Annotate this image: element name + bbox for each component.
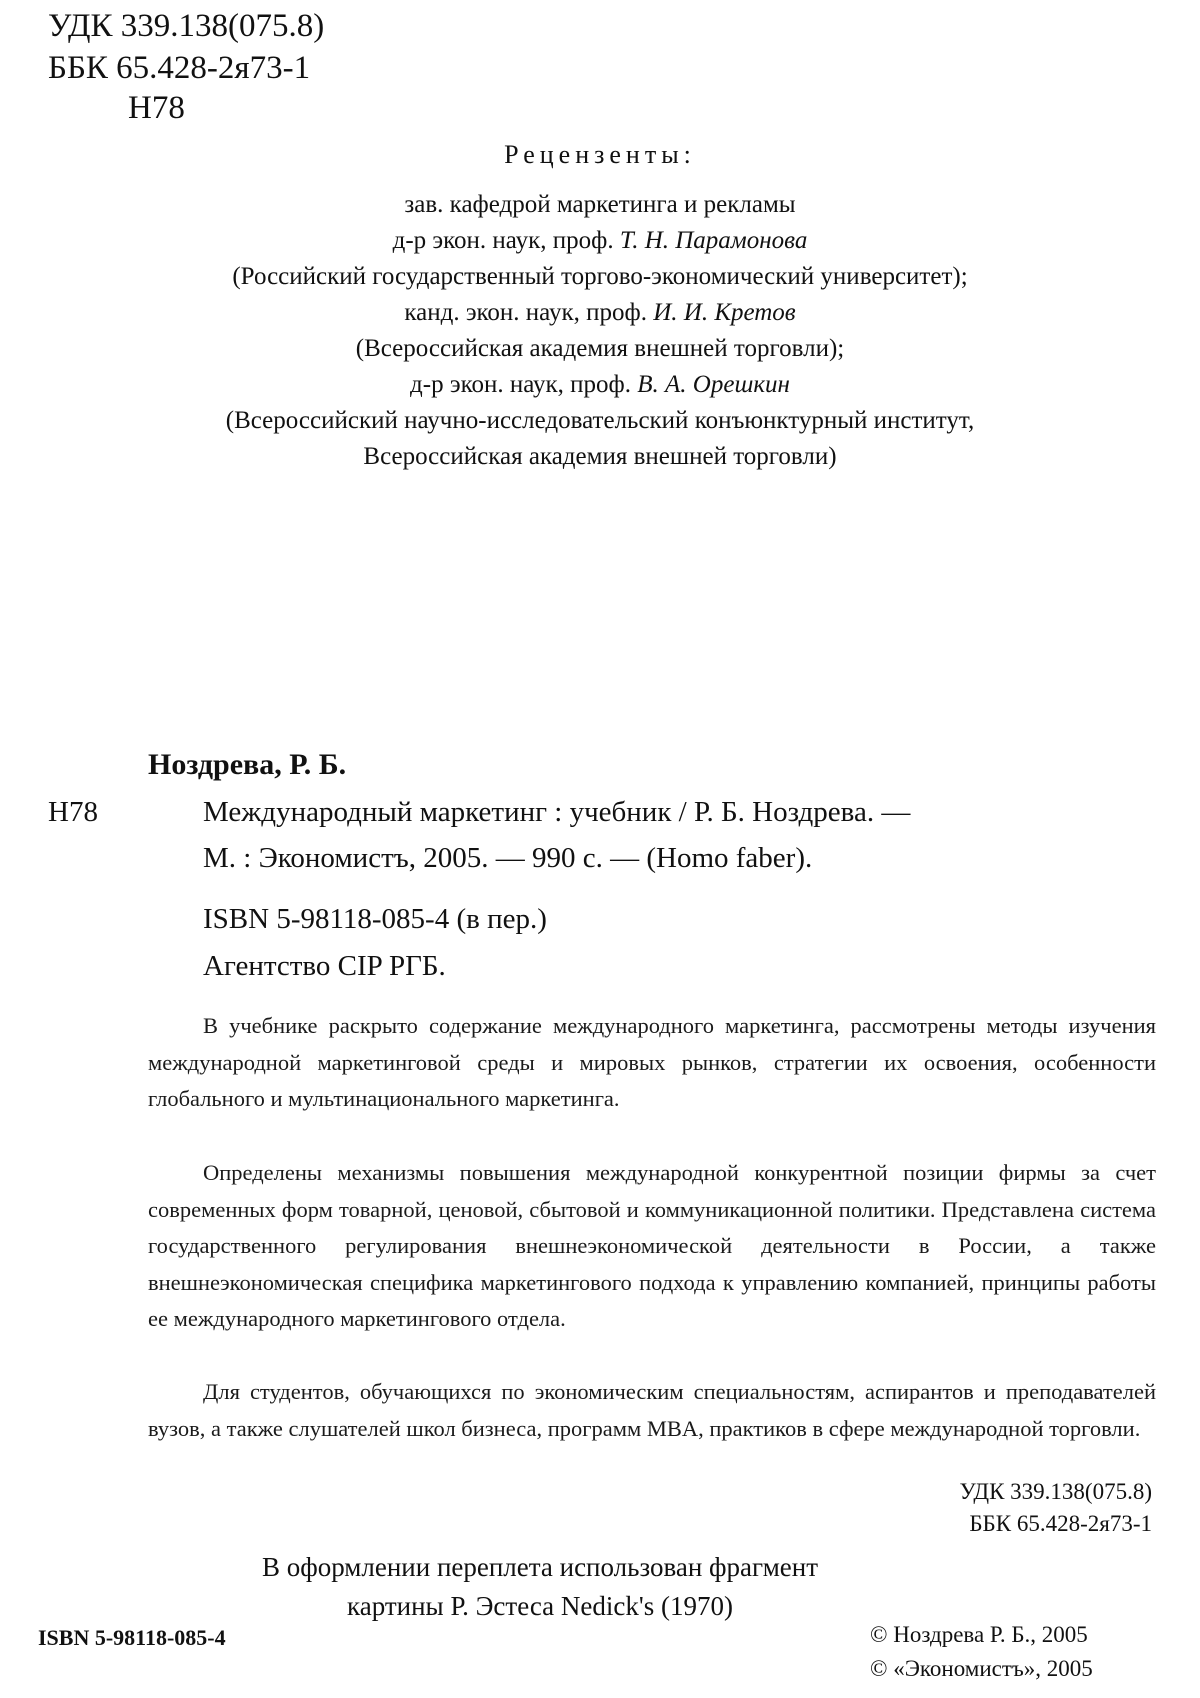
catalog-isbn: ISBN 5-98118-085-4 (в пер.): [203, 903, 547, 935]
reviewer-name: В. А. Орешкин: [637, 371, 790, 398]
reviewer-name: И. И. Кретов: [653, 299, 796, 326]
reviewer-line: д-р экон. наук, проф. В. А. Орешкин: [410, 371, 790, 398]
catalog-title-line: Международный маркетинг : учебник / Р. Б. Ноздрева. —: [203, 796, 911, 828]
annotation-paragraph: В учебнике раскрыто содержание международного маркетинга, рассмотрены методы изучения международной маркетинговой среды и мировых рынков, стратегии их освоения, особенности глобального и мультинационального маркетинга.: [148, 1013, 1156, 1111]
catalog-agency: Агентство CIP РГБ.: [203, 950, 446, 982]
author-mark: Н78: [128, 90, 185, 126]
reviewer-line: Всероссийская академия внешней торговли): [363, 443, 837, 470]
catalog-code: Н78: [48, 796, 98, 828]
reviewer-name: Т. Н. Парамонова: [619, 227, 808, 254]
udk-code: УДК 339.138(075.8): [48, 8, 325, 44]
reviewer-line: зав. кафедрой маркетинга и рекламы: [404, 191, 796, 218]
cover-note-line: картины Р. Эстеса Nedick's (1970): [347, 1591, 733, 1621]
reviewer-line: канд. экон. наук, проф. И. И. Кретов: [404, 299, 796, 326]
catalog-imprint-line: М. : Экономистъ, 2005. — 990 с. — (Homo faber).: [203, 842, 813, 874]
reviewer-line: (Всероссийская академия внешней торговли);: [355, 335, 845, 362]
bbk-code: ББК 65.428-2я73-1: [48, 50, 311, 86]
reviewers-title: Рецензенты:: [504, 140, 696, 169]
footer-isbn: ISBN 5-98118-085-4: [38, 1625, 226, 1650]
annotation-paragraph: Для студентов, обучающихся по экономическим специальностям, аспирантов и преподавателей вузов, а также слушателей школ бизнеса, программ MBA, практиков в сфере международной торговли.: [148, 1379, 1156, 1441]
reviewer-line: (Всероссийский научно-исследовательский конъюнктурный институт,: [225, 407, 975, 434]
footer-udk: УДК 339.138(075.8): [959, 1479, 1152, 1504]
copyright-line: © Ноздрева Р. Б., 2005: [870, 1622, 1088, 1647]
reviewer-line: (Российский государственный торгово-экономический университет);: [232, 263, 968, 290]
footer-bbk: ББК 65.428-2я73-1: [969, 1511, 1152, 1536]
catalog-author: Ноздрева, Р. Б.: [148, 748, 347, 781]
annotation-paragraph: Определены механизмы повышения международной конкурентной позиции фирмы за счет современных форм товарной, ценовой, сбытовой и коммуникационной политики. Представлена система государственного регулирования внешнеэкономической деятельности в России, а также внешнеэкономическая специфика маркетингового подхода к управлению компанией, принципы работы ее международного маркетингового отдела.: [148, 1160, 1156, 1331]
reviewer-line: д-р экон. наук, проф. Т. Н. Парамонова: [392, 227, 808, 254]
copyright-line: © «Экономистъ», 2005: [870, 1656, 1093, 1681]
cover-note-line: В оформлении переплета использован фрагмент: [261, 1552, 819, 1582]
